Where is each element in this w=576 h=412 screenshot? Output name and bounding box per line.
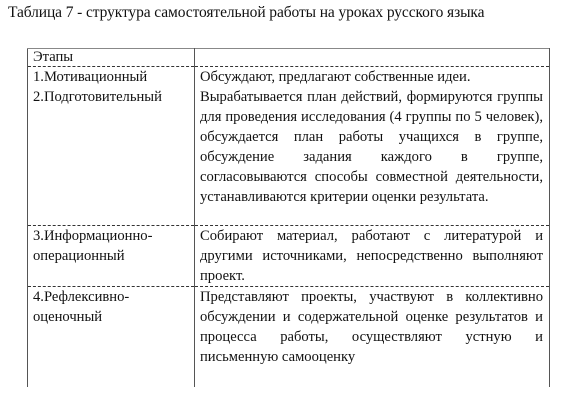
description-cell (195, 226, 550, 287)
description-text: Вырабатывается план действий, формируются группы для проведения исследования (4 группы по 5 человек), обсуждается план работы учащихся в группе, обсуждение задания каждого в группе, согласовываются способы совместной деятельности, устанавливаются критерии оценки результата. (200, 89, 543, 205)
header-description-cell (195, 49, 550, 67)
description-cell (195, 287, 550, 388)
description-text: Представляют проекты, участвуют в коллективно обсуждении и содержательной оценке результатов и процесса работы, осуществляют устную и письменную самооценку (200, 289, 543, 365)
stage-cell (28, 67, 195, 226)
stage-label: 3.Информационно- (33, 228, 153, 244)
table-row (28, 287, 550, 388)
stage-cell (28, 287, 195, 388)
stage-label: 4.Рефлексивно- (33, 289, 130, 305)
description-cell (195, 67, 550, 226)
stage-label: 1.Мотивационный (33, 69, 148, 85)
stages-table (27, 48, 550, 387)
table-caption: Таблица 7 - структура самостоятельной работы на уроках русского языка (8, 4, 485, 21)
description-text: Обсуждают, предлагают собственные идеи. (200, 69, 471, 85)
stage-label: оценочный (33, 309, 103, 325)
stage-cell (28, 226, 195, 287)
header-stages-cell: Этапы (28, 49, 195, 67)
stage-label: 2.Подготовительный (33, 89, 162, 105)
description-text: Собирают материал, работают с литературой и другими источниками, непосредственно выполняют проект. (200, 228, 543, 284)
table-row (28, 226, 550, 287)
table-header-row (28, 49, 550, 67)
stage-label: операционный (33, 248, 125, 264)
table-row (28, 67, 550, 226)
